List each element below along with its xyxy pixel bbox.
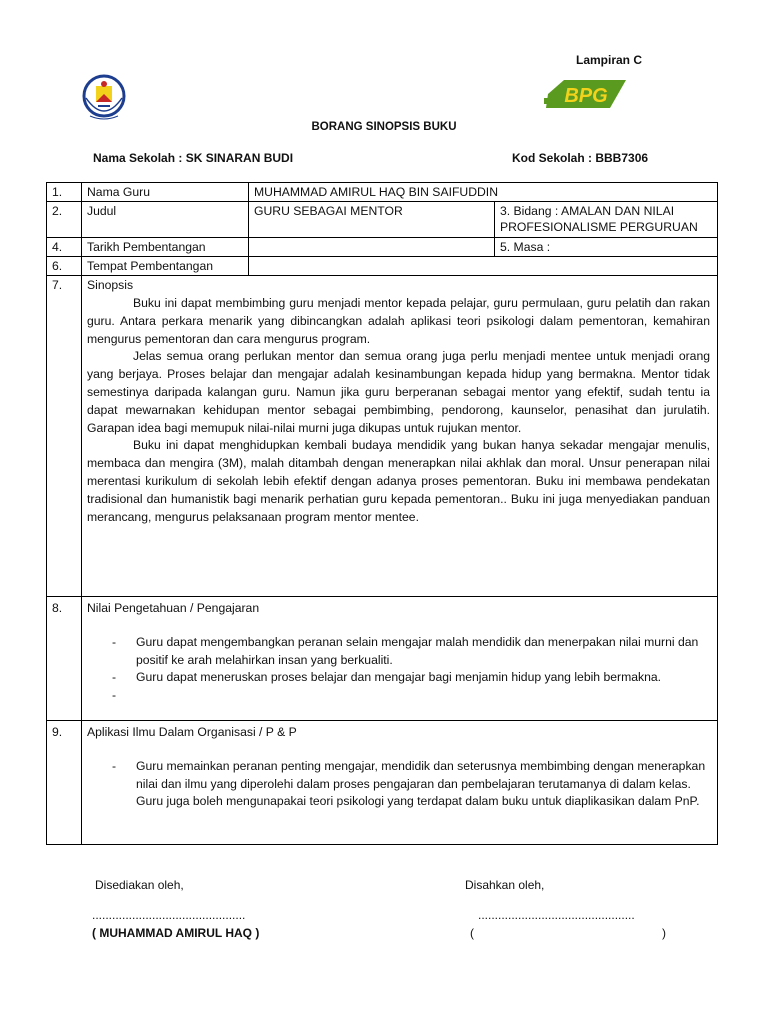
school-code: Kod Sekolah : BBB7306	[512, 151, 649, 165]
list-item-text: Guru dapat meneruskan proses belajar dan mengajar bagi menjamin hidup yang lebih bermakna.	[136, 670, 662, 685]
synopsis-paragraph: Buku ini dapat membimbing guru menjadi mentor kepada pelajar, guru permulaan, guru pelatih dan rakan guru. Antara perkara menarik yang dibincangkan adalah aplikasi teori psikologi dalam pementoran, kemahiran mengurus pementoran dan cara mengurus program.	[87, 296, 710, 346]
presentation-date-value	[249, 238, 495, 257]
row-synopsis	[47, 276, 718, 597]
prepared-by-label: Disediakan oleh,	[95, 878, 184, 892]
synopsis-paragraph: Buku ini dapat menghidupkan kembali budaya mendidik yang bukan hanya sekadar mengajar menulis, membaca dan mengira (3M), malah ditambah dengan menerapkan nilai akhlak dan moral. Unsur penerapan nilai merentasi kurikulum di sekolah lebih efektif dengan adanya proses pementoran. Buku ini membawa pendekatan tradisional dan humanistik bagi menarik perhatian guru kepada pementoran.. Buku ini juga menyediakan panduan merancang, mengurus pelaksanaan program mentor mentee.	[87, 438, 710, 524]
row-teacher-name	[47, 183, 718, 202]
ministry-logo	[72, 72, 136, 124]
row-number: 1.	[47, 183, 82, 202]
row-number: 9.	[47, 721, 82, 845]
row-label: Nama Guru	[82, 183, 249, 202]
synopsis-cell	[82, 276, 718, 597]
row-knowledge-value	[47, 597, 718, 721]
list-item-text: Guru dapat mengembangkan peranan selain mengajar malah mendidik dan menerpakan nilai murni dan positif ke arah melahirkan insan yang berkualiti.	[136, 635, 699, 667]
list-item: - Guru dapat mengembangkan peranan selain mengajar malah mendidik dan menerpakan nilai murni dan positif ke arah melahirkan insan yang berkualiti.	[112, 635, 699, 667]
prepared-signature-line: ..............................................	[92, 908, 246, 922]
prepared-by-name: ( MUHAMMAD AMIRUL HAQ )	[92, 926, 260, 940]
synopsis-body	[87, 293, 712, 526]
knowledge-application-list	[87, 758, 712, 811]
row-label: Nilai Pengetahuan / Pengajaran	[87, 601, 260, 615]
book-title-value: GURU SEBAGAI MENTOR	[249, 202, 495, 238]
school-name: Nama Sekolah : SK SINARAN BUDI	[93, 151, 294, 165]
row-number: 2.	[47, 202, 82, 238]
list-item-text: Guru memainkan peranan penting mengajar, mendidik dan seterusnya membimbing dengan menerapkan nilai dan ilmu yang diperolehi dalam proses pengajaran dan pembelajaran terutamanya di dalam kelas. Guru juga boleh mengunapakai teori psikologi yang terdapat dalam buku untuk diaplikasikan dalam PnP.	[136, 759, 706, 809]
list-item: - Guru dapat meneruskan proses belajar dan mengajar bagi menjamin hidup yang lebih bermakna.	[112, 670, 662, 685]
row-number: 8.	[47, 597, 82, 721]
row-knowledge-application	[47, 721, 718, 845]
presentation-place-value	[249, 257, 718, 276]
row-label: Tarikh Pembentangan	[82, 238, 249, 257]
field-value: 3. Bidang : AMALAN DAN NILAI PROFESIONALISME PERGURUAN	[495, 202, 718, 238]
row-presentation-place	[47, 257, 718, 276]
row-presentation-date	[47, 238, 718, 257]
list-item: -	[112, 687, 117, 702]
synopsis-form-table	[46, 182, 718, 845]
row-number: 4.	[47, 238, 82, 257]
row-title	[47, 202, 718, 238]
row-label: Judul	[82, 202, 249, 238]
knowledge-value-cell	[82, 597, 718, 721]
bpg-logo-text: BPG	[564, 85, 608, 107]
form-title: BORANG SINOPSIS BUKU	[311, 121, 457, 133]
knowledge-value-list	[87, 634, 712, 704]
knowledge-application-cell	[82, 721, 718, 845]
synopsis-paragraph: Jelas semua orang perlukan mentor dan semua orang juga perlu menjadi mentee untuk menjadi orang yang berjaya. Proses belajar dan mengajar adalah kesinambungan kepada hidup yang bermakna. Mentor tidak semestinya daripada kalangan guru. Namun jika guru berperanan sebagai mentor yang efektif, sudah tentu ia dapat mewarnakan kehidupan mentor sebagai pembimbing, pendorong, kaunselor, penasihat dan jurulatih. Garapan idea bagi memupuk nilai-nilai murni juga dikupas untuk rujukan mentor.	[87, 349, 710, 435]
row-label: Aplikasi Ilmu Dalam Organisasi / P & P	[87, 725, 297, 739]
open-paren: (	[470, 926, 474, 940]
bpg-logo	[544, 76, 628, 112]
lampiran-label: Lampiran C	[576, 53, 643, 67]
close-paren: )	[662, 926, 666, 940]
row-label: Sinopsis	[87, 278, 134, 292]
duration-value: 5. Masa :	[495, 238, 718, 257]
row-number: 6.	[47, 257, 82, 276]
approved-signature-line: ...............................................	[478, 908, 635, 922]
approved-by-name	[470, 926, 670, 940]
row-number: 7.	[47, 276, 82, 597]
approved-by-label: Disahkan oleh,	[465, 878, 545, 892]
list-item: - Guru memainkan peranan penting mengajar, mendidik dan seterusnya membimbing dengan menerapkan nilai dan ilmu yang diperolehi dalam proses pengajaran dan pembelajaran terutamanya di dalam kelas. Guru juga boleh mengunapakai teori psikologi yang terdapat dalam buku untuk diaplikasikan dalam PnP.	[112, 759, 706, 809]
teacher-name-value: MUHAMMAD AMIRUL HAQ BIN SAIFUDDIN	[249, 183, 718, 202]
row-label: Tempat Pembentangan	[82, 257, 249, 276]
